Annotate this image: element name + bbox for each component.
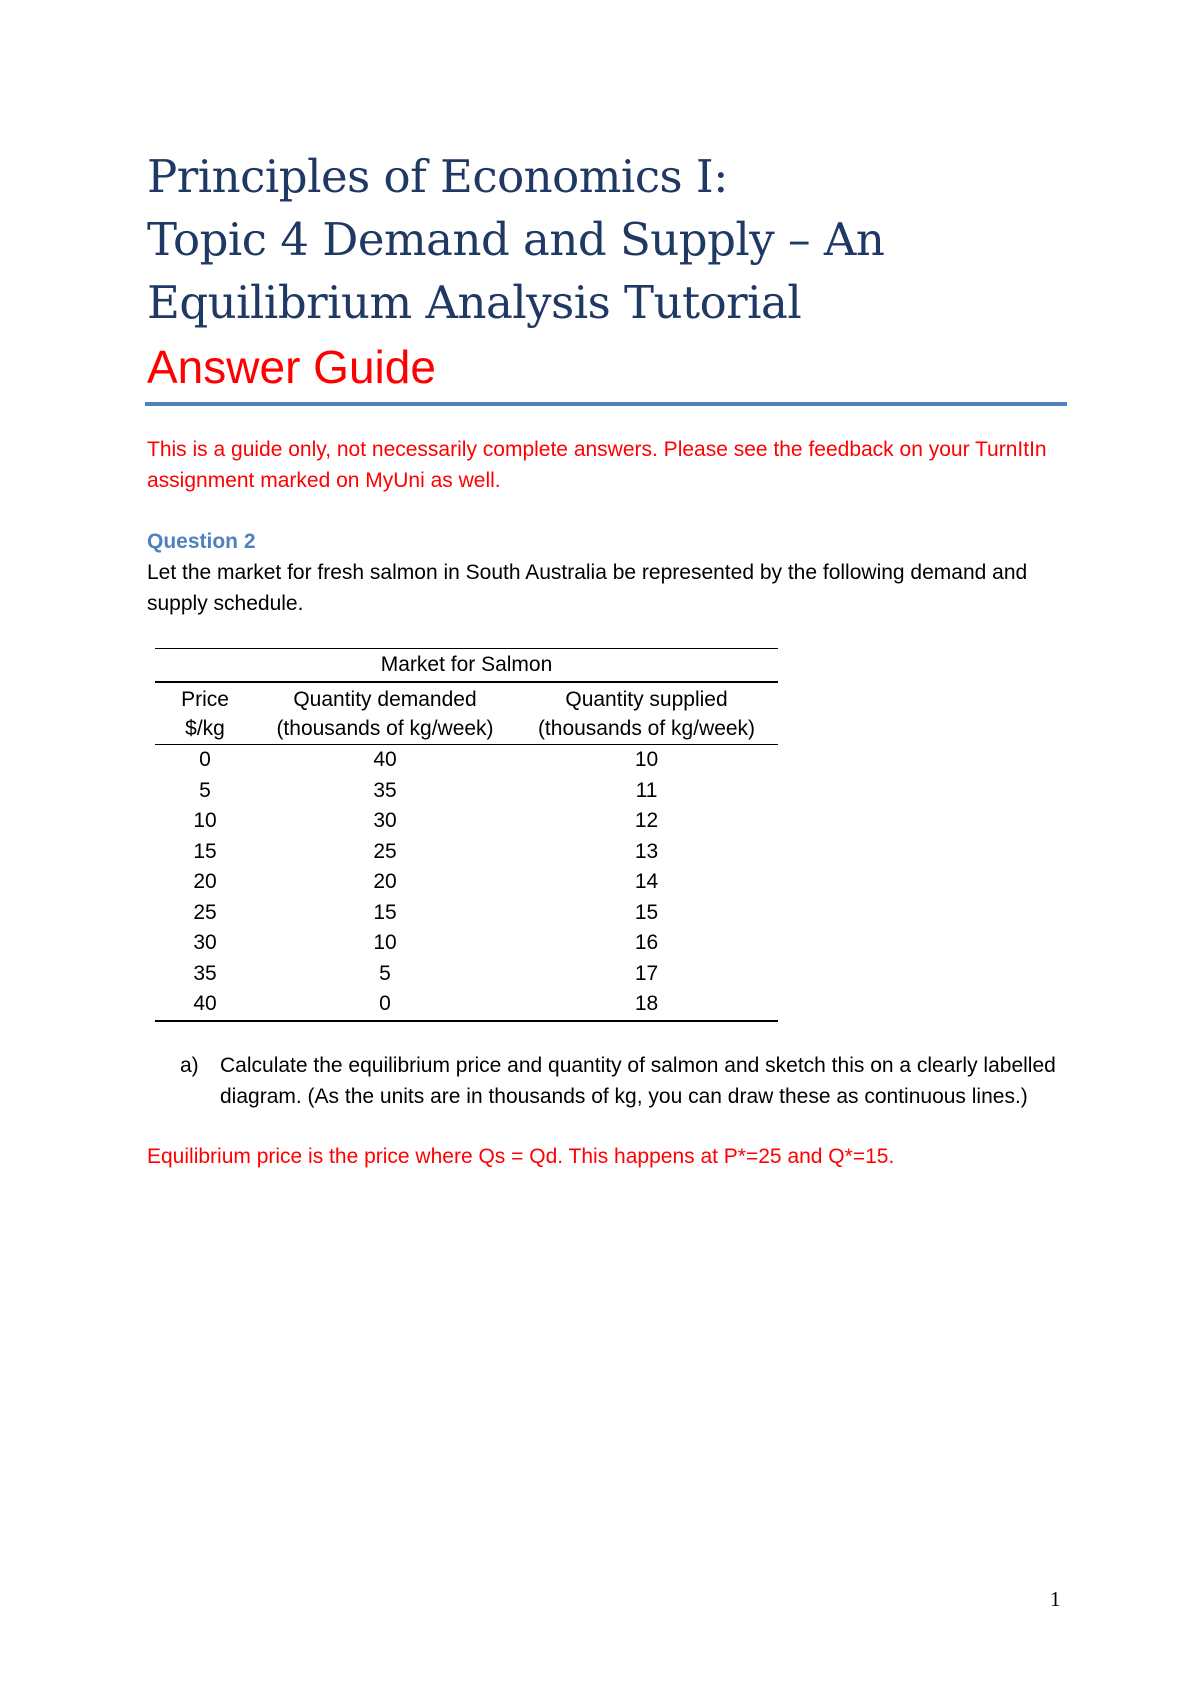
price-cell: 35 [193,961,217,985]
price-cell: 5 [199,778,211,802]
price-cell: 15 [193,839,217,863]
part-a-text: Calculate the equilibrium price and quantity of salmon and sketch this on a clearly labelled diagram. (As the units are in thousands of kg, you can draw these as continuous lines.) [220,1054,1056,1108]
table-row [155,837,778,868]
guide-note: This is a guide only, not necessarily complete answers. Please see the feedback on your TurnItIn assignment marked on MyUni as well. [147,438,1047,492]
table-row [155,806,778,837]
supplied-cell: 13 [634,839,659,863]
price-cell: 30 [193,931,217,955]
demanded-cell: 15 [373,900,397,924]
demanded-cell: 30 [373,809,397,833]
part-a-label: a) [180,1054,199,1077]
demanded-cell: 20 [373,870,397,894]
demanded-cell: 0 [255,989,515,1021]
title-divider [145,402,1067,406]
price-cell: 25 [193,900,217,924]
demanded-cell: 5 [379,961,391,985]
table-row [155,898,778,929]
title-line-3: Equilibrium Analysis Tutorial [147,276,802,329]
document-title [147,145,1077,400]
demanded-cell: 25 [373,839,397,863]
question-text: Let the market for fresh salmon in South Australia be represented by the following demand and supply schedule. [147,561,1028,615]
price-cell: 0 [199,748,211,772]
table-row [155,928,778,959]
price-cell: 10 [193,809,217,833]
price-cell: 20 [193,870,217,894]
table-row [155,989,778,1021]
price-cell: 40 [155,989,255,1021]
salmon-market-table [155,648,778,1022]
header-price: Price [181,688,229,711]
supplied-cell: 17 [634,961,659,985]
question-heading: Question 2 [147,530,256,553]
title-line-1: Principles of Economics I: [147,150,728,203]
supplied-cell: 14 [634,870,659,894]
header-quantity-supplied: Quantity supplied [565,688,728,711]
table-row [155,776,778,807]
part-a-answer: Equilibrium price is the price where Qs = Qd. This happens at P*=25 and Q*=15. [147,1145,895,1168]
header-quantity-demanded: Quantity demanded [293,688,477,711]
header-demanded-unit: (thousands of kg/week) [255,714,515,745]
header-supplied-unit: (thousands of kg/week) [515,714,778,745]
page-number: 1 [1050,1587,1061,1611]
supplied-cell: 18 [515,989,778,1021]
demanded-cell: 35 [373,778,397,802]
title-line-2: Topic 4 Demand and Supply – An [147,213,885,266]
answer-guide-title: Answer Guide [147,341,436,393]
supplied-cell: 11 [635,778,658,802]
supplied-cell: 12 [634,809,659,833]
header-price-unit: $/kg [155,714,255,745]
demanded-cell: 10 [373,931,397,955]
table-caption: Market for Salmon [155,649,778,683]
table-row [155,745,778,776]
supplied-cell: 15 [634,900,659,924]
supplied-cell: 10 [634,748,659,772]
table-row [155,867,778,898]
table-row [155,959,778,990]
demanded-cell: 40 [373,748,397,772]
supplied-cell: 16 [634,931,659,955]
